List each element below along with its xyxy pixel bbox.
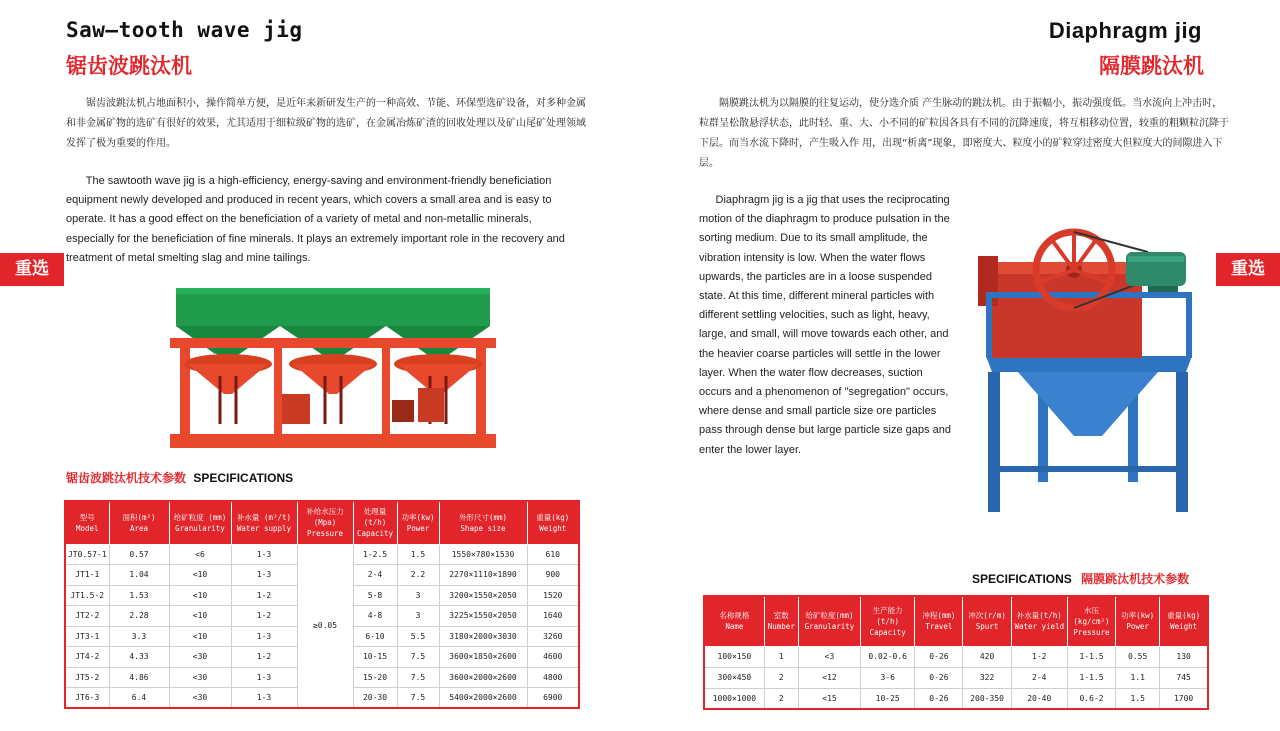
cell-model: JT5-2 bbox=[65, 667, 109, 688]
cell-power: 3 bbox=[397, 585, 439, 606]
cell-travel: 0-26 bbox=[915, 646, 963, 667]
cell-travel: 0-26 bbox=[915, 667, 963, 688]
cell-spurt: 200-350 bbox=[963, 688, 1011, 709]
cell-number: 1 bbox=[764, 646, 798, 667]
table-row bbox=[65, 544, 579, 565]
cell-granularity: <15 bbox=[798, 688, 860, 709]
cell-weight: 4600 bbox=[527, 647, 579, 668]
cell-power: 7.5 bbox=[397, 688, 439, 709]
col-header: 名称规格 Name bbox=[704, 596, 764, 646]
cell-model: JT4-2 bbox=[65, 647, 109, 668]
col-header: 重量(kg) Weight bbox=[527, 501, 579, 544]
cell-model: JT2-2 bbox=[65, 606, 109, 627]
description-en: Diaphragm jig is a jig that uses the reciprocating motion of the diaphragm to produce pulsation in the sorting medium. Due to its small amplitude, the vibration intensity is low. When the water flows upwards, the particles are in a loose suspended state. At this time, different mineral particles with different settling velocities, such as light, heavy, large, and small, will move towards each other, and the heavier coarse particles will settle in the lower layer. When the water flow decreases, suction occurs and a phenomenon of "segregation" occurs, where dense and small particle size ore particles pass through dense but large particle size gaps and enter the lower layer. bbox=[699, 194, 951, 456]
cell-area: 1.04 bbox=[109, 565, 169, 586]
cell-weight: 130 bbox=[1160, 646, 1208, 667]
cell-model: JT0.57-1 bbox=[65, 544, 109, 565]
spec-table bbox=[64, 500, 580, 709]
section-tab: 重选 bbox=[0, 253, 64, 286]
cell-granularity: <3 bbox=[798, 646, 860, 667]
cell-granularity: <6 bbox=[169, 544, 231, 565]
cell-power: 7.5 bbox=[397, 647, 439, 668]
cell-power: 0.55 bbox=[1116, 646, 1160, 667]
cell-water-yield: 2-4 bbox=[1011, 667, 1067, 688]
cell-pressure: 1-1.5 bbox=[1067, 646, 1115, 667]
col-header: 冲程(mm) Travel bbox=[915, 596, 963, 646]
col-header: 重量(kg) Weight bbox=[1160, 596, 1208, 646]
cell-capacity: 1-2.5 bbox=[353, 544, 397, 565]
cell-power: 1.1 bbox=[1116, 667, 1160, 688]
col-header: 外形尺寸(mm) Shape size bbox=[439, 501, 527, 544]
page-title-cn: 隔膜跳汰机 bbox=[1099, 54, 1204, 78]
cell-name: 1000×1000 bbox=[704, 688, 764, 709]
cell-water-supply: 1-3 bbox=[231, 565, 297, 586]
spec-heading bbox=[972, 570, 1189, 587]
cell-capacity: 2-4 bbox=[353, 565, 397, 586]
description-cn: 隔膜跳汰机为以隔膜的往复运动，使分选介质 产生脉动的跳汰机。由于振幅小，振动强度低。当水流向上冲击时，粒群呈松散悬浮状态，此时轻、重、大、小不同的矿粒因各具有不同的沉降速度，将互相移动位置，较重的粗颗粒沉降于下层。而当水流下降时，产生吸入作 用，出现“析离”现象，即密度大、粒度小的矿粒穿过密度大但粒度大的间隙进入下层。 bbox=[699, 98, 1229, 169]
sawtooth-jig-image bbox=[170, 284, 496, 456]
cell-water-supply: 1-2 bbox=[231, 606, 297, 627]
cell-power: 1.5 bbox=[1116, 688, 1160, 709]
cell-name: 300×450 bbox=[704, 667, 764, 688]
col-header: 型号 Model bbox=[65, 501, 109, 544]
cell-water-yield: 20-40 bbox=[1011, 688, 1067, 709]
table-row bbox=[704, 667, 1208, 688]
cell-shape-size: 2270×1110×1890 bbox=[439, 565, 527, 586]
cell-shape-size: 3200×1550×2050 bbox=[439, 585, 527, 606]
cell-travel: 0-26 bbox=[915, 688, 963, 709]
col-header: 补水量(t/h) Water yield bbox=[1011, 596, 1067, 646]
cell-weight: 1700 bbox=[1160, 688, 1208, 709]
cell-weight: 1640 bbox=[527, 606, 579, 627]
cell-spurt: 322 bbox=[963, 667, 1011, 688]
cell-water-yield: 1-2 bbox=[1011, 646, 1067, 667]
table-row bbox=[704, 646, 1208, 667]
cell-power: 2.2 bbox=[397, 565, 439, 586]
cell-number: 2 bbox=[764, 688, 798, 709]
cell-pressure: 0.6-2 bbox=[1067, 688, 1115, 709]
cell-area: 2.28 bbox=[109, 606, 169, 627]
col-header: 给矿粒度 (mm) Granularity bbox=[169, 501, 231, 544]
cell-weight: 3260 bbox=[527, 626, 579, 647]
cell-power: 5.5 bbox=[397, 626, 439, 647]
cell-water-supply: 1-2 bbox=[231, 647, 297, 668]
cell-model: JT6-3 bbox=[65, 688, 109, 709]
cell-area: 1.53 bbox=[109, 585, 169, 606]
cell-name: 100×150 bbox=[704, 646, 764, 667]
col-header: 面积(m²) Area bbox=[109, 501, 169, 544]
cell-granularity: <10 bbox=[169, 606, 231, 627]
col-header: 冲次(r/m) Spurt bbox=[963, 596, 1011, 646]
cell-granularity: <30 bbox=[169, 647, 231, 668]
cell-area: 3.3 bbox=[109, 626, 169, 647]
cell-weight: 1520 bbox=[527, 585, 579, 606]
cell-granularity: <30 bbox=[169, 688, 231, 709]
section-tab: 重选 bbox=[1216, 253, 1280, 286]
col-header: 功率(kw) Power bbox=[397, 501, 439, 544]
cell-weight: 610 bbox=[527, 544, 579, 565]
cell-power: 7.5 bbox=[397, 667, 439, 688]
spec-heading-en: SPECIFICATIONS bbox=[972, 572, 1072, 586]
cell-model: JT3-1 bbox=[65, 626, 109, 647]
cell-water-supply: 1-3 bbox=[231, 544, 297, 565]
table-row bbox=[704, 688, 1208, 709]
diaphragm-jig-image bbox=[978, 226, 1200, 518]
cell-capacity: 20-30 bbox=[353, 688, 397, 709]
cell-area: 4.86 bbox=[109, 667, 169, 688]
cell-water-supply: 1-3 bbox=[231, 667, 297, 688]
cell-granularity: <10 bbox=[169, 626, 231, 647]
spec-heading-en: SPECIFICATIONS bbox=[193, 471, 294, 485]
cell-shape-size: 1550×780×1530 bbox=[439, 544, 527, 565]
spec-heading bbox=[66, 469, 293, 486]
cell-water-supply: 1-3 bbox=[231, 688, 297, 709]
spec-heading-cn: 锯齿波跳汰机技术参数 bbox=[66, 471, 187, 485]
cell-area: 6.4 bbox=[109, 688, 169, 709]
page-title-en: Saw–tooth wave jig bbox=[66, 18, 303, 42]
page-title-cn: 锯齿波跳汰机 bbox=[66, 54, 192, 78]
cell-power: 3 bbox=[397, 606, 439, 627]
col-header: 生产能力 (t/h) Capacity bbox=[861, 596, 915, 646]
cell-number: 2 bbox=[764, 667, 798, 688]
cell-power: 1.5 bbox=[397, 544, 439, 565]
col-header: 处理量 (t/h) Capacity bbox=[353, 501, 397, 544]
cell-capacity: 5-8 bbox=[353, 585, 397, 606]
cell-weight: 900 bbox=[527, 565, 579, 586]
table-header-row bbox=[704, 596, 1208, 646]
cell-water-supply: 1-3 bbox=[231, 626, 297, 647]
cell-pressure: 1-1.5 bbox=[1067, 667, 1115, 688]
cell-capacity: 6-10 bbox=[353, 626, 397, 647]
cell-granularity: <10 bbox=[169, 565, 231, 586]
cell-capacity: 4-8 bbox=[353, 606, 397, 627]
col-header: 水压 (kg/cm²) Pressure bbox=[1067, 596, 1115, 646]
cell-pressure: ≥0.05 bbox=[297, 544, 353, 708]
description-en: The sawtooth wave jig is a high-efficiency, energy-saving and environment-friendly beneficiation equipment newly developed and produced in recent years, which covers a small area and is easy to operate. It has a good effect on the beneficiation of a variety of metal and non-metallic minerals, especially for the beneficiation of fine minerals. It plays an extremely important role in the recovery and treatment of metal smelting slag and mine tailings. bbox=[66, 175, 565, 264]
cell-weight: 745 bbox=[1160, 667, 1208, 688]
page-title-en: Diaphragm jig bbox=[1048, 18, 1202, 43]
cell-capacity: 15-20 bbox=[353, 667, 397, 688]
table-header-row bbox=[65, 501, 579, 544]
cell-shape-size: 3225×1550×2050 bbox=[439, 606, 527, 627]
cell-area: 4.33 bbox=[109, 647, 169, 668]
col-header: 室数 Number bbox=[764, 596, 798, 646]
col-header: 功率(kw) Power bbox=[1116, 596, 1160, 646]
col-header: 给矿粒度(mm) Granularity bbox=[798, 596, 860, 646]
col-header: 补水量 (m³/t) Water supply bbox=[231, 501, 297, 544]
cell-model: JT1-1 bbox=[65, 565, 109, 586]
cell-capacity: 3-6 bbox=[861, 667, 915, 688]
cell-granularity: <10 bbox=[169, 585, 231, 606]
cell-shape-size: 5400×2000×2600 bbox=[439, 688, 527, 709]
cell-shape-size: 3180×2000×3030 bbox=[439, 626, 527, 647]
cell-weight: 6900 bbox=[527, 688, 579, 709]
cell-capacity: 10-25 bbox=[861, 688, 915, 709]
cell-spurt: 420 bbox=[963, 646, 1011, 667]
cell-capacity: 10-15 bbox=[353, 647, 397, 668]
cell-weight: 4800 bbox=[527, 667, 579, 688]
spec-table bbox=[703, 595, 1209, 710]
cell-water-supply: 1-2 bbox=[231, 585, 297, 606]
cell-granularity: <30 bbox=[169, 667, 231, 688]
cell-capacity: 0.02-0.6 bbox=[861, 646, 915, 667]
description-cn: 锯齿波跳汰机占地面积小，操作简单方便，是近年来新研发生产的一种高效、节能、环保型选矿设备，对多种金属和非金属矿物的选矿有很好的效果，尤其适用于细粒级矿物的选矿，在金属冶炼矿渣的回收处理以及矿山尾矿处理领域发挥了极为重要的作用。 bbox=[66, 98, 586, 149]
col-header: 补给水压力 (Mpa) Pressure bbox=[297, 501, 353, 544]
cell-shape-size: 3600×1850×2600 bbox=[439, 647, 527, 668]
cell-shape-size: 3600×2000×2600 bbox=[439, 667, 527, 688]
cell-model: JT1.5-2 bbox=[65, 585, 109, 606]
cell-granularity: <12 bbox=[798, 667, 860, 688]
cell-area: 0.57 bbox=[109, 544, 169, 565]
right-page bbox=[640, 0, 1280, 731]
spec-heading-cn: 隔膜跳汰机技术参数 bbox=[1081, 572, 1190, 586]
